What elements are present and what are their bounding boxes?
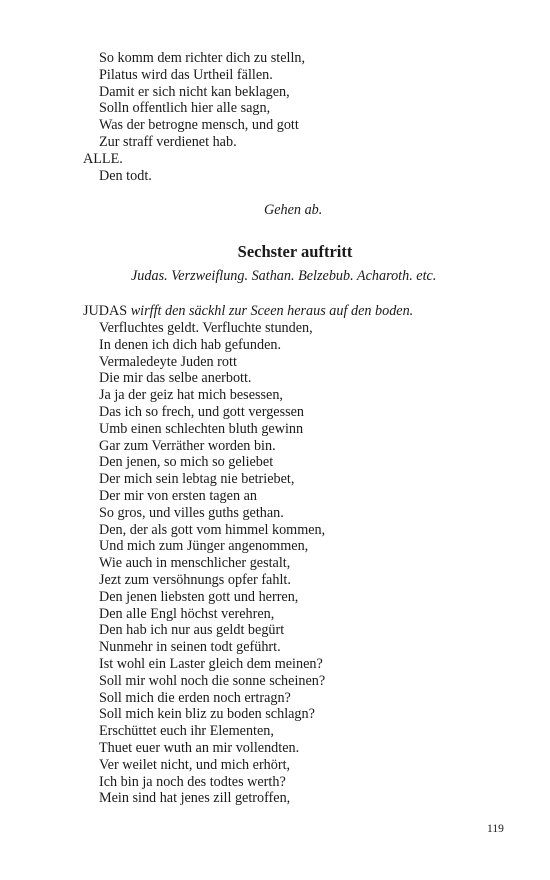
verse-line: Ver weilet nicht, und mich erhört, [99, 756, 291, 773]
stage-direction-exit: Gehen ab. [264, 202, 323, 218]
verse-line: In denen ich dich hab gefunden. [99, 336, 282, 353]
verse-line: Nunmehr in seinen todt geführt. [99, 639, 281, 656]
speaker-alle: ALLE. [83, 150, 123, 167]
verse-block-top [0, 50, 550, 184]
verse-line: Und mich zum Jünger angenommen, [99, 538, 309, 555]
verse-line: Soll mich die erden noch ertragn? [99, 689, 291, 706]
verse-line: Ist wohl ein Laster gleich dem meinen? [99, 655, 323, 672]
verse-line: Was der betrogne mensch, und gott [99, 117, 299, 134]
verse-line: Den hab ich nur aus geldt begürt [99, 622, 285, 639]
judas-speaker-line [83, 303, 413, 320]
verse-line: Den, der als gott vom himmel kommen, [99, 521, 326, 538]
verse-line: Den jenen, so mich so geliebet [99, 454, 274, 471]
verse-line: Thuet euer wuth an mir vollendten. [99, 739, 300, 756]
page-number: 119 [487, 823, 504, 835]
verse-line: Wie auch in menschlicher gestalt, [99, 555, 291, 572]
verse-line: Vermaledeyte Juden rott [99, 353, 237, 370]
verse-line: Damit er sich nicht kan beklagen, [99, 83, 290, 100]
verse-line: Den todt. [99, 167, 152, 184]
verse-line: Der mich sein lebtag nie betriebet, [99, 471, 295, 488]
verse-line: Mein sind hat jenes zill getroffen, [99, 790, 291, 807]
verse-line: Solln offentlich hier alle sagn, [99, 100, 271, 117]
verse-line: Umb einen schlechten bluth gewinn [99, 420, 304, 437]
verse-line: Jezt zum versöhnungs opfer fahlt. [99, 571, 291, 588]
verse-line: So komm dem richter dich zu stelln, [99, 50, 306, 66]
verse-block-judas [0, 320, 550, 807]
verse-line: Die mir das selbe anerbott. [99, 370, 252, 387]
verse-line: Den jenen liebsten gott und herren, [99, 588, 299, 605]
speaker-judas: JUDAS [83, 303, 128, 319]
verse-line: So gros, und villes guths gethan. [99, 504, 284, 521]
verse-line: Ich bin ja noch des todtes werth? [99, 773, 286, 790]
verse-line: Soll mich kein bliz zu boden schlagn? [99, 706, 315, 723]
verse-line: Soll mir wohl noch die sonne scheinen? [99, 672, 326, 689]
verse-line: Verfluchtes geldt. Verfluchte stunden, [99, 320, 313, 336]
verse-line: Der mir von ersten tagen an [99, 487, 257, 504]
verse-line: Ja ja der geiz hat mich besessen, [99, 387, 283, 404]
verse-line: Das ich so frech, und gott vergessen [99, 403, 305, 420]
scene-heading: Sechster auftritt [237, 242, 353, 261]
verse-line: Erschüttet euch ihr Elementen, [99, 723, 274, 740]
verse-line: Pilatus wird das Urtheil fällen. [99, 66, 273, 83]
verse-line: Den alle Engl höchst verehren, [99, 605, 275, 622]
stage-direction-judas: wirfft den säckhl zur Sceen heraus auf den boden. [130, 303, 414, 319]
scene-personae: Judas. Verzweiflung. Sathan. Belzebub. Acharoth. etc. [131, 268, 437, 284]
verse-line: Zur straff verdienet hab. [99, 133, 237, 150]
verse-line: Gar zum Verräther worden bin. [99, 437, 276, 454]
